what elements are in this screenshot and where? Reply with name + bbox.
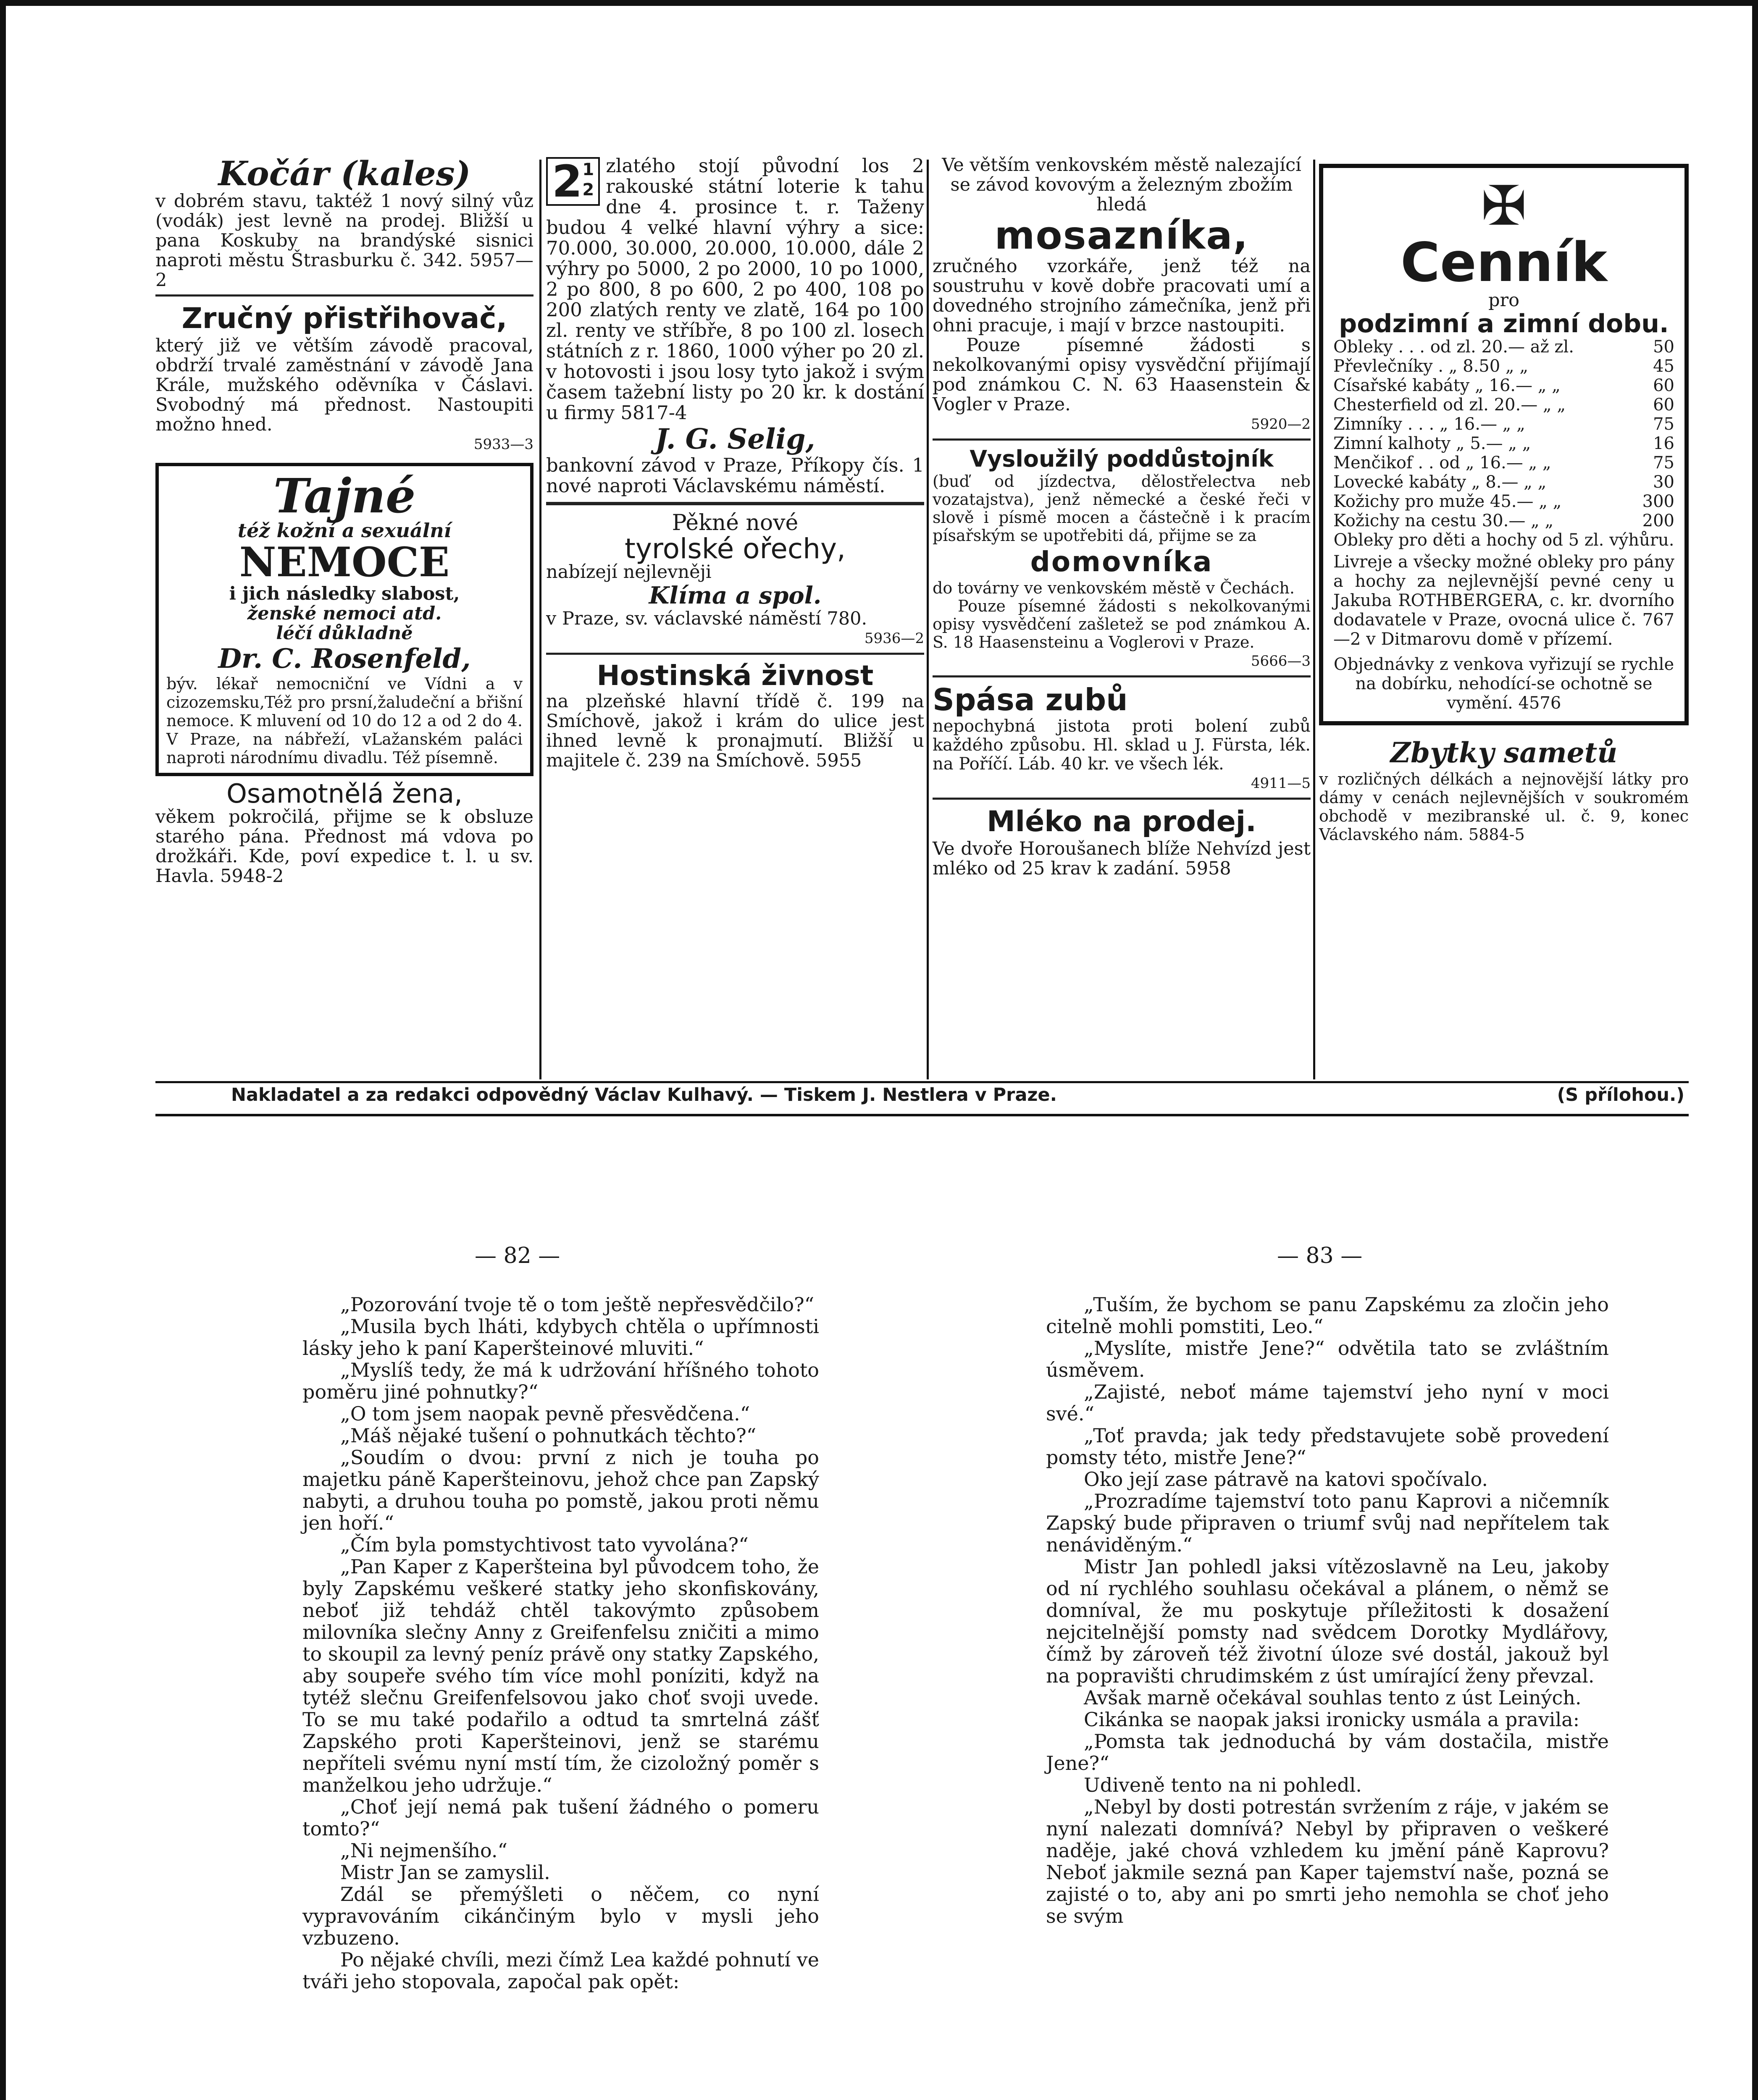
paragraph: „Máš nějaké tušení o pohnutkách těchto?“ bbox=[340, 1424, 757, 1447]
paragraph: „Pozorování tvoje tě o tom ještě nepřesvědčilo?“ bbox=[340, 1293, 815, 1316]
price-value: 16 bbox=[1653, 434, 1674, 453]
price-row bbox=[1333, 511, 1674, 530]
ad-nemoce-line2: ženské nemoci atd. bbox=[247, 603, 442, 624]
ad-cennik-kids: Obleky pro děti a hochy od 5 zl. výhůru. bbox=[1333, 530, 1674, 550]
paragraph: „Ni nejmenšího.“ bbox=[340, 1839, 507, 1862]
price-value: 75 bbox=[1653, 453, 1674, 472]
ad-cennik-pro: pro bbox=[1488, 290, 1519, 311]
ad-nemoce-body: býv. lékař nemocniční ve Vídni a v cizozemsku,Též pro prsní,žaludeční a břišní nemoce. K mluvení od 10 do 12 a od 2 do 4. V Praze, na nábřeží, vLažanském paláci naproti národnímu divadlu. Též písemně. bbox=[166, 675, 523, 767]
price-item: Kožichy na cestu 30.— „ „ bbox=[1333, 511, 1554, 530]
ad-spasa-title: Spása zubů bbox=[933, 682, 1128, 717]
price-item: Chesterfield od zl. 20.— „ „ bbox=[1333, 395, 1566, 415]
paragraph: Mistr Jan se zamyslil. bbox=[340, 1861, 550, 1884]
paragraph: Mistr Jan pohledl jaksi vítězoslavně na Leu, jakoby od ní rychlého souhlasu očekával a plánem, o němž se domníval, že mu poskytuje příležitosti k dosažení nejcitelnější pomsty nad svědcem Dorotky Mydlářovy, čímž by zároveň též životní úloze své dostál, jakouž byl na popravišti chrudimském z úst umírající ženy převzal. bbox=[1046, 1555, 1609, 1687]
ad-cennik-orders: Objednávky z venkova vyřizují se rychle na dobírku, nehodící-se ochotně se vymění. 4576 bbox=[1333, 655, 1674, 713]
price-item: Menčikof . . od „ 16.— „ „ bbox=[1333, 453, 1551, 472]
price-row bbox=[1333, 395, 1674, 415]
imprint-line bbox=[155, 1084, 1684, 1105]
ad-kocar-title: Kočár (kales) bbox=[218, 154, 471, 193]
imprint-supplement: (S přílohou.) bbox=[1557, 1084, 1684, 1105]
paragraph: „Nebyl by dosti potrestán svržením z ráje, v jakém se nyní nalezati domnívá? Nebyl by připraven o veškeré naděje, jaké chová vzhledem ku jmění páně Kaprovu? Neboť jakmile sezná pan Kaper tajemství naše, pozná se zajisté o to, aby ani po smrti jeho nemohla se choť jeho se svým bbox=[1046, 1796, 1609, 1927]
ad-nemoce bbox=[155, 463, 533, 776]
ad-orechy-code: 5936—2 bbox=[864, 630, 924, 647]
price-value: 45 bbox=[1653, 357, 1674, 376]
paragraph: „Čím byla pomstychtivost tato vyvolána?“ bbox=[340, 1533, 749, 1556]
ad-nemoce-doctor: Dr. C. Rosenfeld, bbox=[218, 643, 471, 675]
paragraph: „Toť pravda; jak tedy představujete sobě provedení pomsty této, mistře Jene?“ bbox=[1046, 1424, 1609, 1469]
ad-nemoce-title: Tajné bbox=[273, 469, 416, 524]
price-row bbox=[1333, 337, 1674, 357]
ad-loterie-frac-top: 1 bbox=[582, 160, 594, 179]
ad-cennik bbox=[1319, 164, 1689, 725]
price-value: 50 bbox=[1653, 337, 1674, 357]
paragraph: „Pan Kaper z Kaperšteina byl původcem toho, že byly Zapskému veškeré statky jeho skonfiskovány, neboť již tehdáž chtěl takovýmto způsobem milovníka slečny Anny z Greifenfelsu zničiti a mimo to skoupil za levný peníz právě ony statky Zapského, aby soupeře svého tím více mohl poníziti, když na tytéž slečnu Greifenfelsovou jako choť svoji uvede. To se mu také podařilo a odtud ta smrtelná zášť Zapského proti Kaperšteinovi, jenž se starému nepříteli svému nyní mstí tím, že cizoložný poměr s manželkou jeho udržuje.“ bbox=[302, 1555, 819, 1796]
ad-loterie-price bbox=[546, 157, 600, 206]
ad-loterie bbox=[546, 155, 924, 496]
price-value: 200 bbox=[1642, 511, 1674, 530]
ad-mosaznik-body2: Pouze písemné žádosti s nekolkovanými opisy vysvědční přijímají pod známkou C. N. 63 Haasenstein & Vogler v Praze. bbox=[933, 335, 1311, 415]
paragraph: Zdál se přemýšleti o něčem, co nyní vypravováním cikánčiným bylo v mysli jeho vzbuzeno. bbox=[302, 1883, 819, 1949]
price-value: 30 bbox=[1653, 472, 1674, 492]
paragraph: „Musila bych lháti, kdybych chtěla o upřímnosti lásky jeho k paní Kaperšteinové mluviti.“ bbox=[302, 1315, 819, 1360]
separator bbox=[155, 294, 533, 297]
footer-rule-bottom bbox=[155, 1114, 1689, 1116]
novel-page-82 bbox=[302, 1294, 819, 1992]
ad-orechy-line1: Pěkné nové bbox=[672, 510, 799, 536]
ad-pristrihovac bbox=[155, 302, 533, 454]
ad-orechy-title: tyrolské ořechy, bbox=[624, 533, 846, 565]
ad-hostinska-title: Hostinská živnost bbox=[597, 659, 874, 692]
paragraph: Udiveně tento na ni pohledl. bbox=[1084, 1774, 1362, 1796]
paragraph: „Soudím o dvou: první z nich je touha po majetku páně Kaperšteinovu, jehož chce pan Zapský nabyti, a druhou touha po pomstě, jakou proti němu jen hoří.“ bbox=[302, 1446, 819, 1534]
ad-mleko bbox=[933, 805, 1311, 879]
ad-poddustojnik bbox=[933, 446, 1311, 671]
ad-orechy-body: nabízejí nejlevněji bbox=[546, 562, 712, 583]
footer-rule-top bbox=[155, 1081, 1689, 1083]
eagle-emblem-icon: ✠ bbox=[1481, 174, 1527, 238]
ad-spasa bbox=[933, 682, 1311, 793]
ad-mosaznik-code: 5920—2 bbox=[1251, 416, 1311, 433]
price-row bbox=[1333, 472, 1674, 492]
price-value: 300 bbox=[1642, 492, 1674, 511]
ad-loterie-body: zlatého stojí původní los 2 rakouské státní loterie k tahu dne 4. prosince t. r. Taženy budou 4 velké hlavní výhry a sice: 70.000, 30.000, 20.000, 10.000, dále 2 výhry po 5000, 2 po 2000, 10 po 1000, 2 po 800, 8 po 600, 2 po 400, 108 po 200 zlatých renty ve zlatě, 164 po 100 zl. renty ve stříbře, 8 po 100 zl. losech státních z r. 1860, 1000 výher po 20 zl. v hotovosti i jsou losy tyto jakož i svým časem tažební listy po 20 kr. k dostání u firmy 5817-4 bbox=[546, 155, 924, 424]
ad-zbytky-title: Zbytky sametů bbox=[1390, 736, 1618, 769]
ad-pristrihovac-code: 5933—3 bbox=[473, 436, 533, 453]
page-number-left: — 82 — bbox=[475, 1243, 560, 1268]
separator bbox=[546, 653, 924, 655]
ad-spasa-code: 4911—5 bbox=[1251, 775, 1311, 792]
ad-loterie-firm: J. G. Selig, bbox=[655, 423, 815, 455]
price-row bbox=[1333, 376, 1674, 395]
novel-page-83 bbox=[1046, 1294, 1609, 1927]
ad-kocar-body: v dobrém stavu, taktéž 1 nový silný vůz (vodák) jest levně na prodej. Bližší u pana Koskuby na brandýské sisnici naproti městu Štrasburku č. 342. 5957—2 bbox=[155, 191, 533, 291]
price-item: Zimní kalhoty „ 5.— „ „ bbox=[1333, 434, 1531, 453]
ad-cennik-sub: podzimní a zimní dobu. bbox=[1339, 309, 1669, 339]
ad-poddustojnik-title2: domovníka bbox=[1030, 546, 1213, 578]
ad-mleko-body: Ve dvoře Horoušanech blíže Nehvízd jest mléko od 25 krav k zadání. 5958 bbox=[933, 838, 1311, 879]
paragraph: „Prozradíme tajemství toto panu Kaprovi a ničemník Zapský bude připraven o triumf svůj nad nepřítelem tak nenáviděným.“ bbox=[1046, 1490, 1609, 1556]
ad-zena bbox=[155, 780, 533, 886]
price-row bbox=[1333, 357, 1674, 376]
ad-hostinska-body: na plzeňské hlavní třídě č. 199 na Smíchově, jakož i krám do ulice jest ihned levně k pronajmutí. Bližší u majitele č. 239 na Smíchově. 5955 bbox=[546, 691, 924, 771]
price-row bbox=[1333, 492, 1674, 511]
ad-column-2 bbox=[546, 155, 924, 771]
ad-cennik-title: Cenník bbox=[1401, 231, 1607, 294]
ad-mosaznik-body: zručného vzorkáře, jenž též na soustruhu v kově dobře pracovati umí a dovedného strojního zámečníka, jenž při ohni pracuje, i mají v brzce nastoupiti. bbox=[933, 256, 1311, 336]
ad-poddustojnik-body3: Pouze písemné žádosti s nekolkovanými opisy vysvědčení zašletež se pod známkou A. S. 18 Haasensteinu a Voglerovi v Praze. bbox=[933, 597, 1311, 651]
price-item: Kožichy pro muže 45.— „ „ bbox=[1333, 492, 1562, 511]
paragraph: „Choť její nemá pak tušení žádného o pomeru tomto?“ bbox=[302, 1796, 819, 1840]
ad-poddustojnik-body2: do továrny ve venkovském městě v Čechách. bbox=[933, 579, 1295, 597]
ad-nemoce-line1: i jich následky slabost, bbox=[229, 583, 460, 604]
paragraph: „O tom jsem naopak pevně přesvědčena.“ bbox=[340, 1402, 750, 1425]
price-value: 60 bbox=[1653, 395, 1674, 415]
paragraph: Cikánka se naopak jaksi ironicky usmála a pravila: bbox=[1084, 1708, 1580, 1731]
paragraph: Avšak marně očekával souhlas tento z úst Leiných. bbox=[1084, 1686, 1582, 1709]
column-rule bbox=[1313, 160, 1315, 1079]
paragraph: „Pomsta tak jednoduchá by vám dostačila, mistře Jene?“ bbox=[1046, 1730, 1609, 1774]
ad-loterie-tail: bankovní závod v Praze, Příkopy čís. 1 nové naproti Václavskému náměstí. bbox=[546, 454, 924, 497]
ad-orechy bbox=[546, 510, 924, 648]
separator bbox=[933, 438, 1311, 441]
ad-column-3 bbox=[933, 155, 1311, 879]
ad-orechy-firm: Klíma a spol. bbox=[649, 582, 822, 609]
paragraph: „Tuším, že bychom se panu Zapskému za zločin jeho citelně mohli pomstiti, Leo.“ bbox=[1046, 1293, 1609, 1338]
price-item: Převlečníky . „ 8.50 „ „ bbox=[1333, 357, 1529, 376]
column-rule bbox=[539, 160, 541, 1079]
paragraph: „Myslíš tedy, že má k udržování hříšného tohoto poměru jiné pohnutky?“ bbox=[302, 1359, 819, 1403]
page-number-right: — 83 — bbox=[1277, 1243, 1363, 1268]
separator bbox=[546, 502, 924, 505]
paragraph: Po nějaké chvíli, mezi čímž Lea každé pohnutí ve tváři jeho stopovala, započal pak opět: bbox=[302, 1948, 819, 1993]
price-value: 75 bbox=[1653, 415, 1674, 434]
ad-column-4 bbox=[1319, 164, 1689, 844]
price-value: 60 bbox=[1653, 376, 1674, 395]
ad-zena-title: Osamotnělá žena, bbox=[226, 778, 462, 809]
ad-loterie-frac-bot: 2 bbox=[582, 180, 594, 200]
imprint-publisher: Nakladatel a za redakci odpovědný Václav Kulhavý. — Tiskem J. Nestlera v Praze. bbox=[231, 1084, 1057, 1105]
separator bbox=[933, 675, 1311, 677]
ad-cennik-table bbox=[1333, 337, 1674, 530]
ad-pristrihovac-body: který již ve větším závodě pracoval, obdrží trvalé zaměstnání v závodě Jana Krále, mužského oděvníka v Čáslavi. Svobodný má přednost. Nastoupiti možno hned. bbox=[155, 335, 533, 435]
price-item: Císařské kabáty „ 16.— „ „ bbox=[1333, 376, 1561, 395]
separator bbox=[933, 798, 1311, 800]
price-row bbox=[1333, 415, 1674, 434]
paragraph: „Myslíte, mistře Jene?“ odvětila tato se zvláštním úsměvem. bbox=[1046, 1337, 1609, 1381]
paragraph: Oko její zase pátravě na katovi spočívalo. bbox=[1084, 1468, 1488, 1491]
ad-poddustojnik-title: Vysloužilý poddůstojník bbox=[970, 446, 1274, 472]
ad-loterie-big: 2 bbox=[552, 156, 583, 207]
ad-zbytky-body: v rozličných délkách a nejnovější látky pro dámy v cenách nejlevnějších v soukromém obchodě v mezibranské ul. č. 9, konec Václavského nám. 5884-5 bbox=[1319, 770, 1689, 844]
ad-poddustojnik-body: (buď od jízdectva, dělostřelectva neb vozatajstva), jenž německé a české řeči v slově i písmě mocen a částečně i k pracím písařským se upotřebiti dá, přijme se za bbox=[933, 472, 1311, 545]
ad-poddustojnik-code: 5666—3 bbox=[1251, 653, 1311, 669]
ad-cennik-livreje: Livreje a všecky možné obleky pro pány a hochy za nejlevnější pevné ceny u Jakuba ROTHBERGERA, c. kr. dvorního dodavatele v Praze, ovocná ulice č. 767—2 v Ditmarovu domě v přízemí. bbox=[1333, 552, 1674, 649]
ad-nemoce-sub: též kožní a sexuální bbox=[237, 519, 452, 542]
price-item: Obleky . . . od zl. 20.— až zl. bbox=[1333, 337, 1574, 357]
ad-nemoce-line3: léčí důkladně bbox=[276, 623, 413, 644]
price-item: Lovecké kabáty „ 8.— „ „ bbox=[1333, 472, 1547, 492]
ad-mosaznik-lead: Ve větším venkovském městě nalezající se závod kovovým a železným zbožím hledá bbox=[942, 155, 1301, 215]
ad-column-1 bbox=[155, 155, 533, 886]
ad-loterie-fraction bbox=[582, 160, 594, 200]
ad-zena-body: věkem pokročilá, přijme se k obsluze starého pána. Přednost má vdova po drožkáři. Kde, poví expedice t. l. u sv. Havla. 5948-2 bbox=[155, 806, 533, 887]
price-row bbox=[1333, 434, 1674, 453]
ad-spasa-body: nepochybná jistota proti bolení zubů každého způsobu. Hl. sklad u J. Fürsta, lék. na Poříčí. Láb. 40 kr. ve všech lék. bbox=[933, 717, 1311, 774]
paragraph: „Zajisté, neboť máme tajemství jeho nyní v moci své.“ bbox=[1046, 1381, 1609, 1425]
ad-kocar bbox=[155, 155, 533, 290]
ad-zbytky bbox=[1319, 735, 1689, 844]
ad-mosaznik-title: mosazníka, bbox=[994, 213, 1249, 258]
price-row bbox=[1333, 453, 1674, 472]
ad-mosaznik bbox=[933, 155, 1311, 434]
price-item: Zimníky . . . „ 16.— „ „ bbox=[1333, 415, 1525, 434]
ad-hostinska bbox=[546, 660, 924, 771]
column-rule bbox=[927, 160, 929, 1079]
ad-orechy-addr: v Praze, sv. václavské náměstí 780. bbox=[546, 608, 867, 629]
ad-pristrihovac-title: Zručný přistřihovač, bbox=[181, 302, 507, 335]
ad-mleko-title: Mléko na prodej. bbox=[987, 805, 1256, 838]
ad-nemoce-word: NEMOCE bbox=[239, 538, 450, 586]
